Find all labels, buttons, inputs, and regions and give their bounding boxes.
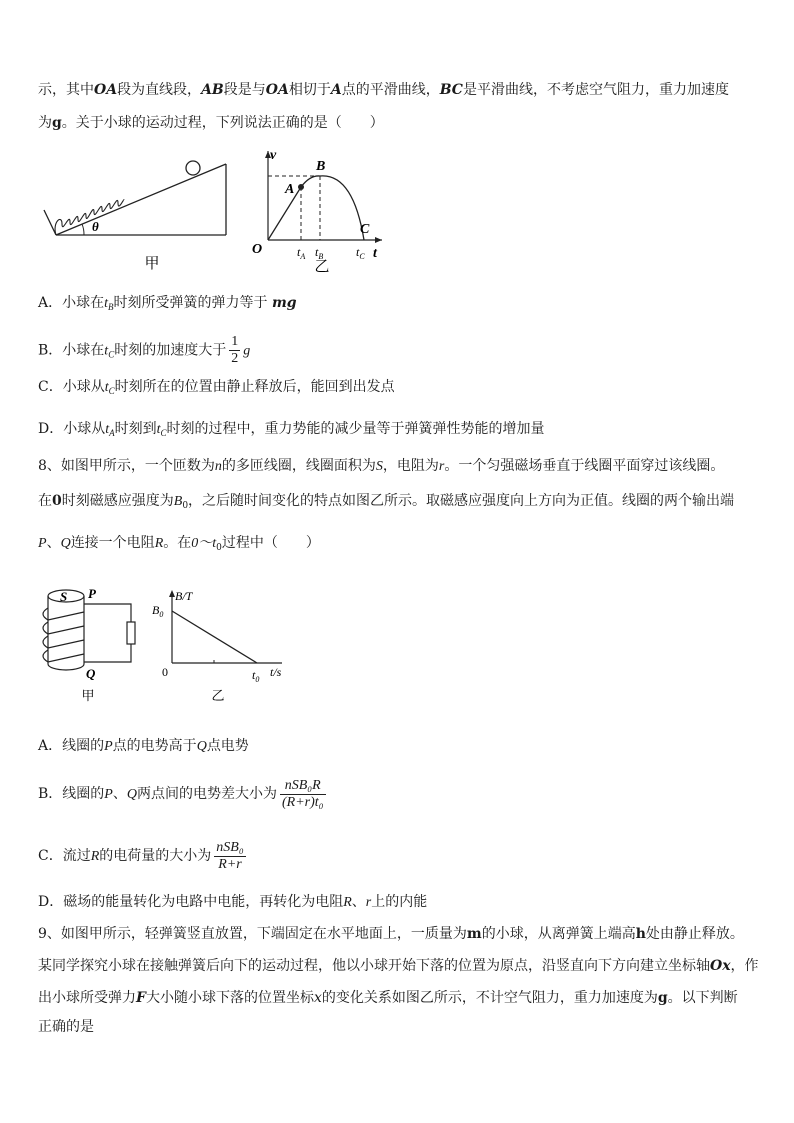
charge-fraction: $\frac{\text{nSB₀}}{R+r}$ <box>216 839 244 872</box>
potential-diff-fraction: $\frac{\text{nSB₀R}}{\text{(R+r)t₀}}$ <box>281 777 324 810</box>
coil-bottom <box>48 664 84 670</box>
fig-jia-caption-8: 甲 <box>81 688 95 703</box>
t-axis-arrow <box>375 237 382 243</box>
q9-line3: 出小球所受弹力F大小随小球下落的位置坐标x的变化关系如图乙所示，不计空气阻力，重力加速度为g。以下判断 <box>38 990 738 1006</box>
fig-jia-caption: 甲 <box>144 256 160 272</box>
q8-line1: 8、如图甲所示，一个匝数为n的多匝线圈，线圈面积为S，电阻为r。一个匀强磁场垂直于线圈平面穿过该线圈。 <box>38 458 725 474</box>
v-label: v <box>270 148 277 163</box>
q8-figure-jia <box>36 582 148 704</box>
origin-label: 0 <box>162 665 168 679</box>
fig-yi-caption-8: 乙 <box>211 688 225 703</box>
q8-option-c[interactable]: C．流过R的电荷量的大小为 $\frac{\text{nSB₀}}{R+r}$ <box>38 839 244 872</box>
q8-figure-yi <box>150 586 300 706</box>
ball <box>186 161 200 175</box>
q7-option-b[interactable]: B．小球在$t_C$时刻的加速度大于 $\frac{1}{2}$ g <box>38 334 251 366</box>
q-label: Q <box>86 666 96 681</box>
q7-option-a[interactable]: A．小球在$t_B$时刻所受弹簧的弹力等于 mg <box>38 295 297 312</box>
coil-windings <box>43 608 84 662</box>
o-label: O <box>252 242 263 257</box>
q9-line1: 9、如图甲所示，轻弹簧竖直放置，下端固定在水平地面上，一质量为m的小球，从离弹簧上端高h处由静止释放。 <box>38 926 744 942</box>
ta-label: $t_A$ <box>297 245 306 261</box>
q7-option-d[interactable]: D．小球从$t_A$时刻到$t_C$时刻的过程中，重力势能的减少量等于弹簧弹性势能的增加量 <box>38 421 545 438</box>
q9-line2: 某同学探究小球在接触弹簧后向下的运动过程，他以小球开始下落的位置为原点，沿竖直向下方向建立坐标轴Ox，作 <box>38 958 759 974</box>
tb-label: $t_B$ <box>315 245 324 261</box>
y-axis-label: B/T <box>175 589 193 603</box>
a-label: A <box>285 182 295 197</box>
q8-option-a[interactable]: A．线圈的P点的电势高于Q点电势 <box>38 738 249 754</box>
b0-label: $B_0$ <box>152 603 164 619</box>
q9-line4: 正确的是 <box>38 1019 94 1035</box>
q7-intro-line2: 为g。关于小球的运动过程，下列说法正确的是（ ） <box>38 115 384 131</box>
t0-label: $t_0$ <box>252 668 260 684</box>
wire-top <box>84 604 131 622</box>
q7-figure-yi <box>248 143 388 275</box>
q8-line3: P、Q连接一个电阻R。在$0\sim t_0$过程中（ ） <box>38 535 320 553</box>
half-fraction: $\frac{1}{2}$ <box>231 334 239 366</box>
tc-label: $t_C$ <box>356 245 365 261</box>
q7-option-c[interactable]: C．小球从$t_C$时刻所在的位置由静止释放后，能回到出发点 <box>38 379 395 396</box>
q8-line2: 在0时刻磁感应强度为$B_0$，之后随时间变化的特点如图乙所示。取磁感应强度向上方向为正值。线圈的两个输出端 <box>38 493 735 511</box>
fig-yi-caption: 乙 <box>314 259 330 275</box>
q8-option-b[interactable]: B．线圈的P、Q两点间的电势差大小为 $\frac{\text{nSB₀R}}{\text{(R+r)t₀}}$ <box>38 777 324 810</box>
t-unit-label: t/s <box>270 665 282 679</box>
q7-figure-jia <box>40 150 240 272</box>
s-label: S <box>60 589 68 604</box>
wire-bottom <box>84 644 131 662</box>
p-label: P <box>88 586 96 601</box>
b-label: B <box>316 159 326 174</box>
t-label: t <box>373 246 377 261</box>
angle-arc <box>82 224 84 235</box>
incline-slope <box>56 164 226 235</box>
spring <box>55 200 124 235</box>
q8-option-d[interactable]: D．磁场的能量转化为电路中电能，再转化为电阻R、r上的内能 <box>38 894 428 910</box>
v-t-curve <box>268 176 364 240</box>
b-t-line <box>172 611 257 663</box>
resistor <box>127 622 135 644</box>
q7-intro-line1: 示，其中OA段为直线段，AB段是与OA相切于A点的平滑曲线，BC是平滑曲线，不考虑空气阻力，重力加速度 <box>38 82 729 98</box>
wall <box>44 210 56 235</box>
theta-label: θ <box>92 219 99 234</box>
c-label: C <box>360 222 370 237</box>
